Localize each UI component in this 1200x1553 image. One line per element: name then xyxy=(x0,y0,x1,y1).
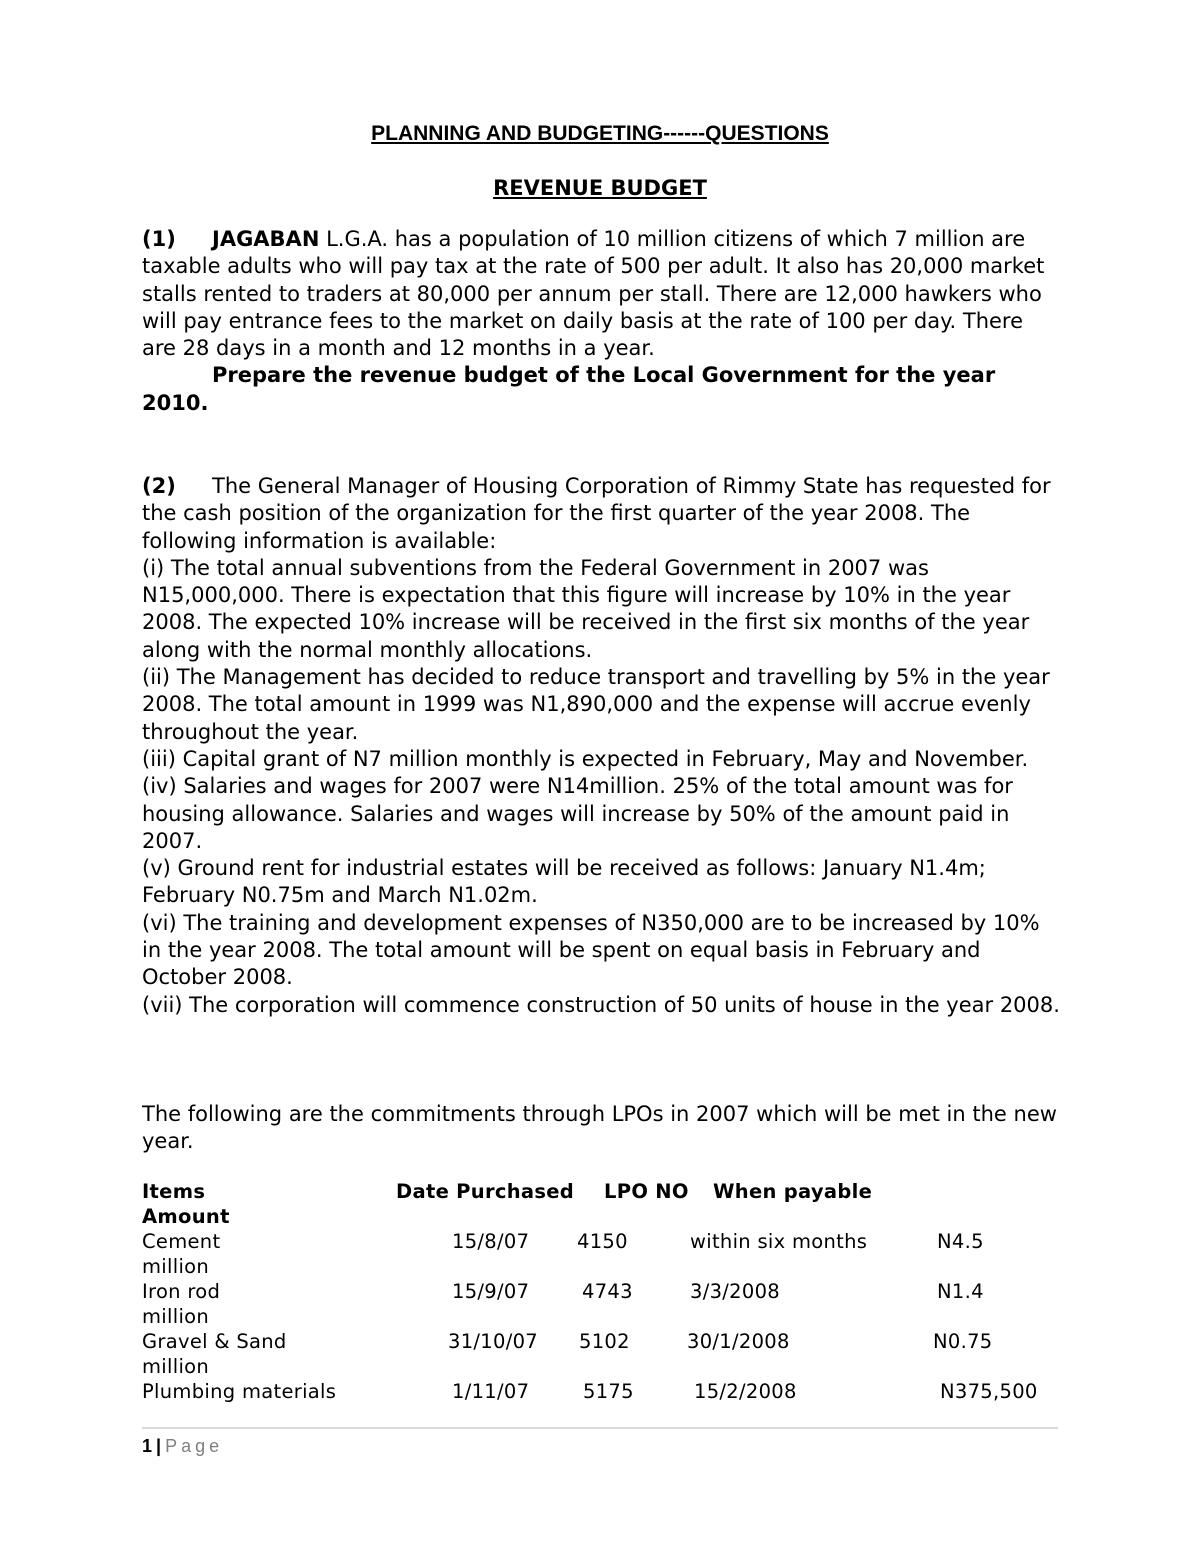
footer-divider xyxy=(142,1427,1058,1429)
cell-amount-cont: million xyxy=(142,1355,210,1378)
cell-when: 30/1/2008 xyxy=(687,1330,790,1353)
cell-date: 31/10/07 xyxy=(448,1330,538,1353)
cell-lpo: 4743 xyxy=(582,1280,633,1303)
page-footer xyxy=(142,1436,223,1457)
question-intro: The General Manager of Housing Corporation of Rimmy State has requested for the cash position of the organization for the first quarter of the year 2008. The following information is available: xyxy=(142,474,1051,553)
question-text: L.G.A. has a population of 10 million citizens of which 7 million are taxable adults who will pay tax at the rate of 500 per adult. It also has 20,000 market stalls rented to traders at 80,000 per annum per stall. There are 12,000 hawkers who will pay entrance fees to the market on daily basis at the rate of 100 per day. There are 28 days in a month and 12 months in a year. xyxy=(142,227,1045,361)
cell-item: Cement xyxy=(142,1230,221,1253)
page-label: Page xyxy=(165,1436,224,1456)
table-row xyxy=(142,1280,1082,1330)
cell-when: 3/3/2008 xyxy=(690,1280,780,1303)
info-item: (i) The total annual subventions from the Federal Government in 2007 was N15,000,000. There is expectation that this figure will increase by 10% in the year 2008. The expected 10% increase will be received in the first six months of the year along with the normal monthly allocations. xyxy=(142,555,1030,662)
commitments-paragraph: The following are the commitments through LPOs in 2007 which will be met in the new year. xyxy=(142,1102,1057,1154)
question-1 xyxy=(142,226,1062,417)
question-instruction: Prepare the revenue budget of the Local Government for the year 2010. xyxy=(142,363,996,415)
header-when-payable: When payable xyxy=(713,1180,873,1203)
header-date-purchased: Date Purchased xyxy=(396,1180,575,1203)
table-row xyxy=(142,1230,1082,1280)
info-item: (vii) The corporation will commence construction of 50 units of house in the year 2008. xyxy=(142,992,1060,1017)
entity-name: JAGABAN xyxy=(212,227,320,251)
info-item: (ii) The Management has decided to reduce transport and travelling by 5% in the year 2008. The total amount in 1999 was N1,890,000 and the expense will accrue evenly throughout the year. xyxy=(142,665,1050,744)
lpo-table xyxy=(142,1180,1082,1430)
cell-when: 15/2/2008 xyxy=(694,1380,797,1403)
cell-amount-cont: million xyxy=(142,1305,210,1328)
cell-when: within six months xyxy=(690,1230,868,1253)
cell-item: Gravel & Sand xyxy=(142,1330,287,1353)
cell-date: 1/11/07 xyxy=(452,1380,530,1403)
question-number: (1) xyxy=(142,227,176,251)
info-item: (vi) The training and development expenses of N350,000 are to be increased by 10% in the year 2008. The total amount will be spent on equal basis in February and October 2008. xyxy=(142,910,1040,990)
table-header-row xyxy=(142,1180,1082,1230)
question-2 xyxy=(142,473,1062,1019)
cell-amount: N1.4 xyxy=(937,1280,984,1303)
cell-lpo: 5175 xyxy=(583,1380,634,1403)
cell-date: 15/9/07 xyxy=(452,1280,530,1303)
header-lpo-no: LPO NO xyxy=(604,1180,689,1203)
cell-amount-cont: million xyxy=(142,1255,210,1278)
cell-amount: N4.5 xyxy=(937,1230,984,1253)
page-title: PLANNING AND BUDGETING------QUESTIONS xyxy=(371,122,829,145)
header-items: Items xyxy=(142,1180,206,1203)
section-heading: REVENUE BUDGET xyxy=(493,176,707,200)
info-item: (iv) Salaries and wages for 2007 were N14million. 25% of the total amount was for housing allowance. Salaries and wages will increase by 50% of the amount paid in 2007. xyxy=(142,774,1013,853)
table-row xyxy=(142,1330,1082,1380)
cell-amount: N0.75 xyxy=(933,1330,993,1353)
cell-date: 15/8/07 xyxy=(452,1230,530,1253)
cell-item: Plumbing materials xyxy=(142,1380,337,1403)
question-number: (2) xyxy=(142,474,176,498)
table-row xyxy=(142,1380,1082,1430)
page-number: 1 xyxy=(142,1436,153,1456)
cell-lpo: 5102 xyxy=(579,1330,630,1353)
cell-lpo: 4150 xyxy=(577,1230,628,1253)
cell-item: Iron rod xyxy=(142,1280,221,1303)
footer-separator: | xyxy=(156,1436,162,1456)
info-item: (v) Ground rent for industrial estates will be received as follows: January N1.4m; February N0.75m and March N1.02m. xyxy=(142,856,986,908)
info-item: (iii) Capital grant of N7 million monthly is expected in February, May and November. xyxy=(142,746,1029,771)
cell-amount: N375,500 xyxy=(940,1380,1038,1403)
header-amount: Amount xyxy=(142,1205,230,1228)
